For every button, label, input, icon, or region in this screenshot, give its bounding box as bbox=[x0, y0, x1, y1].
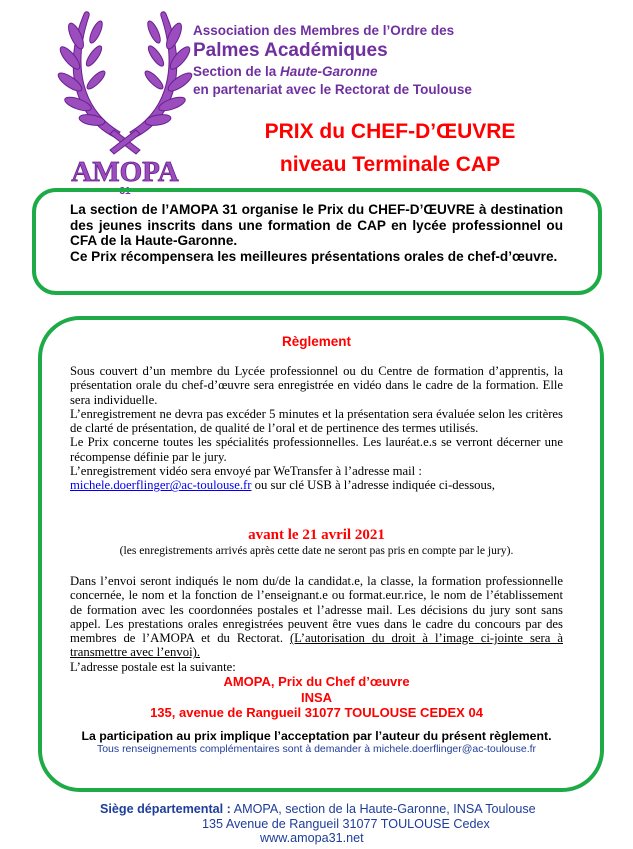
postal-address bbox=[70, 674, 563, 721]
rules-paragraph-1: Sous couvert d’un membre du Lycée professionnel ou du Centre de formation d’apprentis, la présentation orale du chef-d’œuvre sera enregistrée en vidéo dans le cadre de la formation. Elle sera individuelle. bbox=[70, 364, 563, 407]
intro-text bbox=[70, 202, 563, 264]
prize-subtitle: niveau Terminale CAP bbox=[279, 153, 501, 176]
submission-paragraph bbox=[70, 574, 563, 660]
header-line-3-italic: Haute-Garonne bbox=[280, 64, 378, 79]
rules-paragraph-4-end: ou sur clé USB à l’adresse indiquée ci-dessous, bbox=[251, 478, 495, 493]
header-line-4: en partenariat avec le Rectorat de Toulouse bbox=[193, 82, 472, 97]
footer bbox=[100, 802, 600, 846]
header-line-3-prefix: Section de la bbox=[193, 64, 281, 79]
rules-text bbox=[70, 364, 563, 493]
info-contact: Tous renseignements complémentaires sont à demander à michele.doerflinger@ac-toulouse.fr bbox=[96, 743, 537, 755]
address-line-1: AMOPA, Prix du Chef d’œuvre bbox=[223, 674, 410, 689]
image-rights-note: (L’autorisation du droit à l’image ci-jointe sera à transmettre avec l’envoi). bbox=[70, 631, 563, 660]
footer-line-1 bbox=[100, 802, 600, 817]
email-link[interactable]: michele.doerflinger@ac-toulouse.fr bbox=[70, 478, 252, 493]
association-header bbox=[193, 22, 623, 99]
svg-text:31: 31 bbox=[119, 186, 131, 196]
address-line-2: INSA bbox=[300, 689, 333, 705]
amopa-logo bbox=[56, 6, 194, 196]
submission-text bbox=[70, 574, 563, 674]
postal-address-label: L’adresse postale est la suivante: bbox=[70, 659, 236, 674]
intro-paragraph-1: La section de l’AMOPA 31 organise le Prix du CHEF-D’ŒUVRE à destination des jeunes inscrits dans une formation de CAP en lycée professionnel ou CFA de la Haute-Garonne. bbox=[70, 202, 563, 249]
footer-address-2: 135 Avenue de Rangueil 31077 TOULOUSE Cedex bbox=[202, 816, 490, 831]
header-line-1: Association des Membres de l’Ordre des bbox=[193, 23, 455, 38]
rules-paragraph-4: L’enregistrement vidéo sera envoyé par WeTransfer à l’adresse mail : bbox=[70, 464, 422, 479]
participation-note: La participation au prix implique l’acceptation par l’auteur du présent règlement. bbox=[81, 729, 552, 743]
rules-paragraph-2: L’enregistrement ne devra pas excéder 5 minutes et la présentation sera évaluée selon les critères de clarté de présentation, de qualité de l’oral et de pertinence des termes utilisés. bbox=[70, 406, 563, 436]
rules-title: Règlement bbox=[281, 334, 352, 349]
intro-paragraph-2: Ce Prix récompensera les meilleures présentations orales de chef-d’œuvre. bbox=[70, 248, 558, 264]
address-line-3: 135, avenue de Rangueil 31077 TOULOUSE CEDEX 04 bbox=[150, 705, 483, 721]
header-line-3 bbox=[193, 63, 623, 81]
deadline-note: (les enregistrements arrivés après cette date ne seront pas pris en compte par le jury). bbox=[119, 544, 514, 557]
svg-text:AMOPA: AMOPA bbox=[71, 156, 179, 188]
deadline-date: avant le 21 avril 2021 bbox=[248, 527, 385, 543]
rules-paragraph-email bbox=[70, 478, 563, 492]
submission-main: Dans l’envoi seront indiqués le nom du/de la candidat.e, la classe, la formation professionnelle concernée, le nom et la fonction de l’enseignant.e ou format.eur.rice, le nom de l’établissement de formation avec les coordonnées postales et l’adresse mail. Les décisions du jury sont sans appel. Les prestations orales enregistrées peuvent être vues dans le cadre du concours par des membres de l’AMOPA et du Rectorat. bbox=[70, 574, 563, 646]
header-line-2: Palmes Académiques bbox=[193, 40, 388, 61]
rules-paragraph-3: Le Prix concerne toutes les spécialités professionnelles. Les lauréat.e.s se verront décerner une récompense définie par le jury. bbox=[70, 435, 563, 464]
footer-website[interactable]: www.amopa31.net bbox=[260, 831, 364, 845]
prize-title: PRIX du CHEF-D’ŒUVRE bbox=[264, 120, 516, 143]
footer-label: Siège départemental : bbox=[100, 802, 231, 816]
footer-address-1: AMOPA, section de la Haute-Garonne, INSA Toulouse bbox=[230, 802, 536, 816]
